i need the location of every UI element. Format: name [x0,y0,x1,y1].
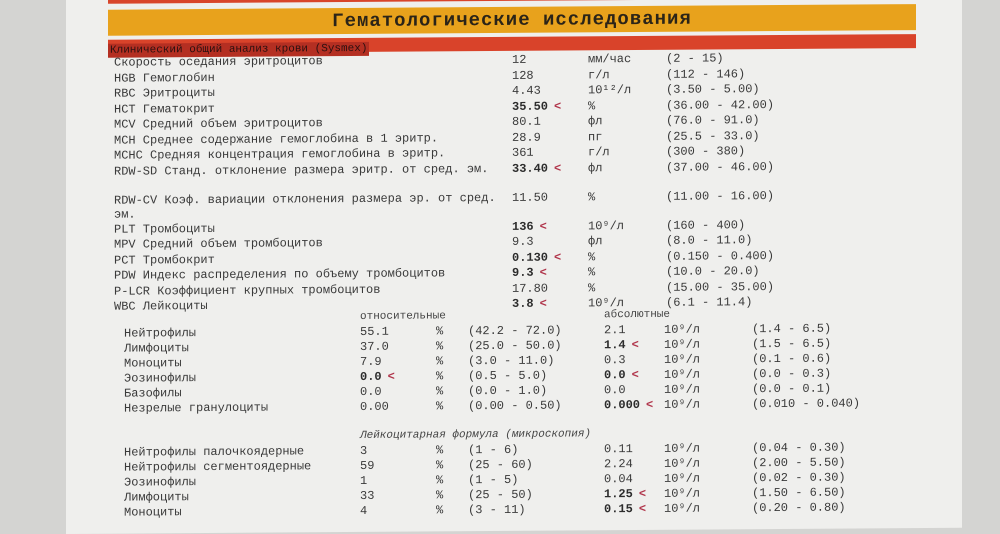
value-text: 7.9 [360,354,382,369]
absolute-unit: 10⁹/л [664,367,701,382]
cell-name: Нейтрофилы [124,326,197,341]
report-page [66,0,962,534]
relative-value [360,400,389,414]
test-value [512,53,526,67]
test-unit: г/л [588,67,610,82]
value-text: 33.40 [512,161,549,176]
relative-value [360,355,382,369]
value-text: 17.80 [512,281,549,296]
microscopy-header: Лейкоцитарная формула (микроскопия) [360,428,592,442]
value-text: 9.3 [512,234,534,249]
relative-header: относительные [360,310,446,323]
test-unit: 10⁹/л [588,296,625,311]
relative-reference: (0.00 - 0.50) [468,398,562,414]
value-text: 28.9 [512,130,541,145]
test-name: Скорость оседания эритроцитов [114,54,323,70]
relative-unit: % [436,488,444,503]
test-value [512,146,534,160]
test-unit: г/л [588,145,610,160]
absolute-header: абсолютные [604,308,671,322]
absolute-reference: (0.0 - 0.3) [752,366,832,382]
absolute-unit: 10⁹/л [664,501,701,516]
test-unit: фл [588,160,603,175]
top-divider [108,0,748,4]
cell-name: Эозинофилы [124,475,197,490]
absolute-unit: 10⁹/л [664,337,701,352]
cell-name: Эозинофилы [124,371,197,386]
relative-value [360,459,374,473]
absolute-value [604,487,646,501]
value-text: 35.50 [512,99,549,114]
test-name: RDW-CV Коэф. вариации отклонения размера эр. от сред. эм. [114,190,496,222]
section-title: Клинический общий анализ крови (Sysmex) [110,42,368,57]
absolute-reference: (0.20 - 0.80) [752,500,846,516]
test-value [512,250,561,264]
relative-reference: (0.5 - 5.0) [468,368,548,384]
relative-value [360,489,374,503]
test-unit: фл [588,114,603,129]
low-flag-icon: < [631,338,639,353]
test-unit: % [588,189,596,204]
relative-value [360,340,389,354]
absolute-value [604,368,639,382]
absolute-reference: (0.04 - 0.30) [752,440,846,456]
value-text: 136 [512,219,534,234]
value-text: 80.1 [512,114,541,129]
reference-range: (15.00 - 35.00) [666,279,775,295]
low-flag-icon: < [646,397,654,412]
relative-unit: % [436,443,444,458]
absolute-unit: 10⁹/л [664,486,701,501]
low-flag-icon: < [554,161,562,176]
value-text: 11.50 [512,190,549,205]
value-text: 0.04 [604,472,633,487]
test-unit: % [588,280,596,295]
relative-unit: % [436,354,444,369]
absolute-value [604,323,626,337]
title-bar [108,4,916,36]
absolute-value [604,338,639,352]
value-text: 59 [360,458,375,473]
value-text: 4.43 [512,83,541,98]
test-name: RDW-SD Станд. отклонение размера эритр. от сред. эм. [114,161,489,179]
low-flag-icon: < [554,99,562,114]
relative-unit: % [436,473,444,488]
reference-range: (2 - 15) [666,51,724,66]
test-name: MCH Среднее содержание гемоглобина в 1 эритр. [114,130,439,148]
low-flag-icon: < [638,486,647,502]
relative-unit: % [436,399,444,414]
test-value [512,266,547,280]
low-flag-icon: < [539,265,547,280]
low-flag-icon: < [554,250,562,265]
value-text: 2.24 [604,457,633,472]
value-text: 37.0 [360,339,389,354]
cell-name: Моноциты [124,356,182,371]
relative-value [360,504,367,518]
reference-range: (10.0 - 20.0) [666,264,760,279]
absolute-unit: 10⁹/л [664,471,701,486]
test-name: P-LCR Коэффициент крупных тромбоцитов [114,282,381,299]
absolute-value [604,442,633,456]
value-text: 12 [512,52,527,67]
test-value [512,84,541,98]
value-text: 0.15 [604,502,633,517]
absolute-value [604,472,633,486]
absolute-reference: (0.010 - 0.040) [752,396,861,412]
reference-range: (37.00 - 46.00) [666,159,775,175]
test-name: WBC Лейкоциты [114,299,208,314]
absolute-unit: 10⁹/л [664,397,701,412]
relative-unit: % [436,384,444,399]
low-flag-icon: < [638,501,647,517]
value-text: 361 [512,145,534,160]
reference-range: (76.0 - 91.0) [666,113,760,128]
cell-name: Незрелые гранулоциты [124,400,269,416]
absolute-value [604,398,653,412]
cell-name: Базофилы [124,386,182,401]
absolute-value [604,457,633,471]
value-text: 0.0 [360,384,382,399]
relative-unit: % [436,458,444,473]
test-value [512,130,541,144]
absolute-value [604,502,646,516]
reference-range: (3.50 - 5.00) [666,82,760,97]
cell-name: Лимфоциты [124,490,189,505]
reference-range: (112 - 146) [666,66,746,82]
test-unit: % [588,249,596,264]
value-text: 0.0 [604,368,626,383]
value-text: 4 [360,503,368,518]
test-value [512,99,561,113]
absolute-reference: (1.4 - 6.5) [752,321,832,337]
value-text: 33 [360,488,375,503]
cell-name: Лимфоциты [124,341,189,356]
relative-reference: (3 - 11) [468,502,526,518]
reference-range: (6.1 - 11.4) [666,295,753,310]
value-text: 1.4 [604,338,626,353]
microscopy-table [114,426,934,521]
test-name: MCHC Средняя концентрация гемоглобина в эритр. [114,146,446,163]
low-flag-icon: < [631,368,639,383]
value-text: 1.25 [604,487,633,502]
test-name: HGB Гемоглобин [114,70,215,86]
test-value [512,161,561,175]
test-value [512,235,534,249]
cell-name: Моноциты [124,505,182,520]
relative-value [360,444,367,458]
test-name: PLT Тромбоциты [114,221,215,237]
absolute-reference: (0.02 - 0.30) [752,470,846,486]
relative-value [360,385,382,399]
value-text: 55.1 [360,324,389,339]
test-name: PCT Тромбокрит [114,252,215,268]
relative-unit: % [436,369,444,384]
test-name: PDW Индекс распределения по объему тромбоцитов [114,266,446,283]
relative-reference: (3.0 - 11.0) [468,353,555,369]
relative-value [360,325,389,339]
cell-name: Нейтрофилы сегментоядерные [124,459,312,475]
relative-reference: (0.0 - 1.0) [468,383,548,399]
absolute-unit: 10⁹/л [664,382,701,397]
test-unit: фл [588,234,603,249]
reference-range: (160 - 400) [666,217,746,233]
low-flag-icon: < [539,296,547,311]
relative-reference: (1 - 6) [468,442,519,458]
test-unit: мм/час [588,52,632,67]
test-name: MPV Средний объем тромбоцитов [114,236,323,252]
value-text: 0.00 [360,399,389,414]
reference-range: (11.00 - 16.00) [666,188,775,204]
low-flag-icon: < [387,369,395,384]
test-value [512,219,547,233]
absolute-reference: (2.00 - 5.50) [752,455,846,471]
absolute-reference: (1.5 - 6.5) [752,336,832,352]
test-unit: % [588,98,596,113]
value-text: 0.11 [604,442,633,457]
reference-range: (0.150 - 0.400) [666,248,775,264]
test-unit: пг [588,129,603,144]
low-flag-icon: < [539,219,547,234]
reference-range: (300 - 380) [666,144,746,159]
absolute-unit: 10⁹/л [664,322,701,337]
value-text: 0.0 [604,383,626,398]
test-unit: 10¹²/л [588,83,632,98]
reference-range: (8.0 - 11.0) [666,233,753,248]
absolute-unit: 10⁹/л [664,441,701,456]
main-results-table [114,50,934,315]
wbc-differential-table [114,307,934,417]
relative-value [360,474,367,488]
report-title: Гематологические исследования [332,7,692,33]
value-text: 9.3 [512,265,534,280]
absolute-reference: (0.1 - 0.6) [752,351,832,367]
test-unit: 10⁹/л [588,218,625,233]
test-name: HCT Гематокрит [114,101,215,117]
value-text: 0.0 [360,369,382,384]
relative-reference: (1 - 5) [468,472,519,488]
value-text: 3 [360,443,368,458]
value-text: 0.3 [604,353,626,368]
value-text: 128 [512,68,534,83]
test-value [512,281,548,295]
test-name: MCV Средний объем эритроцитов [114,116,323,132]
value-text: 0.130 [512,250,549,265]
absolute-value [604,353,626,367]
value-text: 3.8 [512,296,534,311]
reference-range: (36.00 - 42.00) [666,97,775,113]
test-value [512,115,541,129]
test-value [512,190,548,204]
relative-value [360,370,395,384]
relative-reference: (25 - 50) [468,487,533,503]
relative-unit: % [436,324,444,339]
absolute-reference: (0.0 - 0.1) [752,381,832,397]
relative-reference: (25.0 - 50.0) [468,338,562,354]
test-name: RBC Эритроциты [114,85,215,101]
cell-name: Нейтрофилы палочкоядерные [124,444,305,460]
test-value [512,68,534,82]
absolute-unit: 10⁹/л [664,456,701,471]
value-text: 2.1 [604,323,626,338]
value-text: 1 [360,473,368,488]
absolute-unit: 10⁹/л [664,352,701,367]
reference-range: (25.5 - 33.0) [666,128,760,144]
relative-unit: % [436,503,444,518]
absolute-reference: (1.50 - 6.50) [752,485,846,501]
value-text: 0.000 [604,397,641,413]
absolute-value [604,383,626,397]
relative-reference: (42.2 - 72.0) [468,323,562,339]
relative-reference: (25 - 60) [468,457,533,473]
test-unit: % [588,265,596,280]
relative-unit: % [436,339,444,354]
